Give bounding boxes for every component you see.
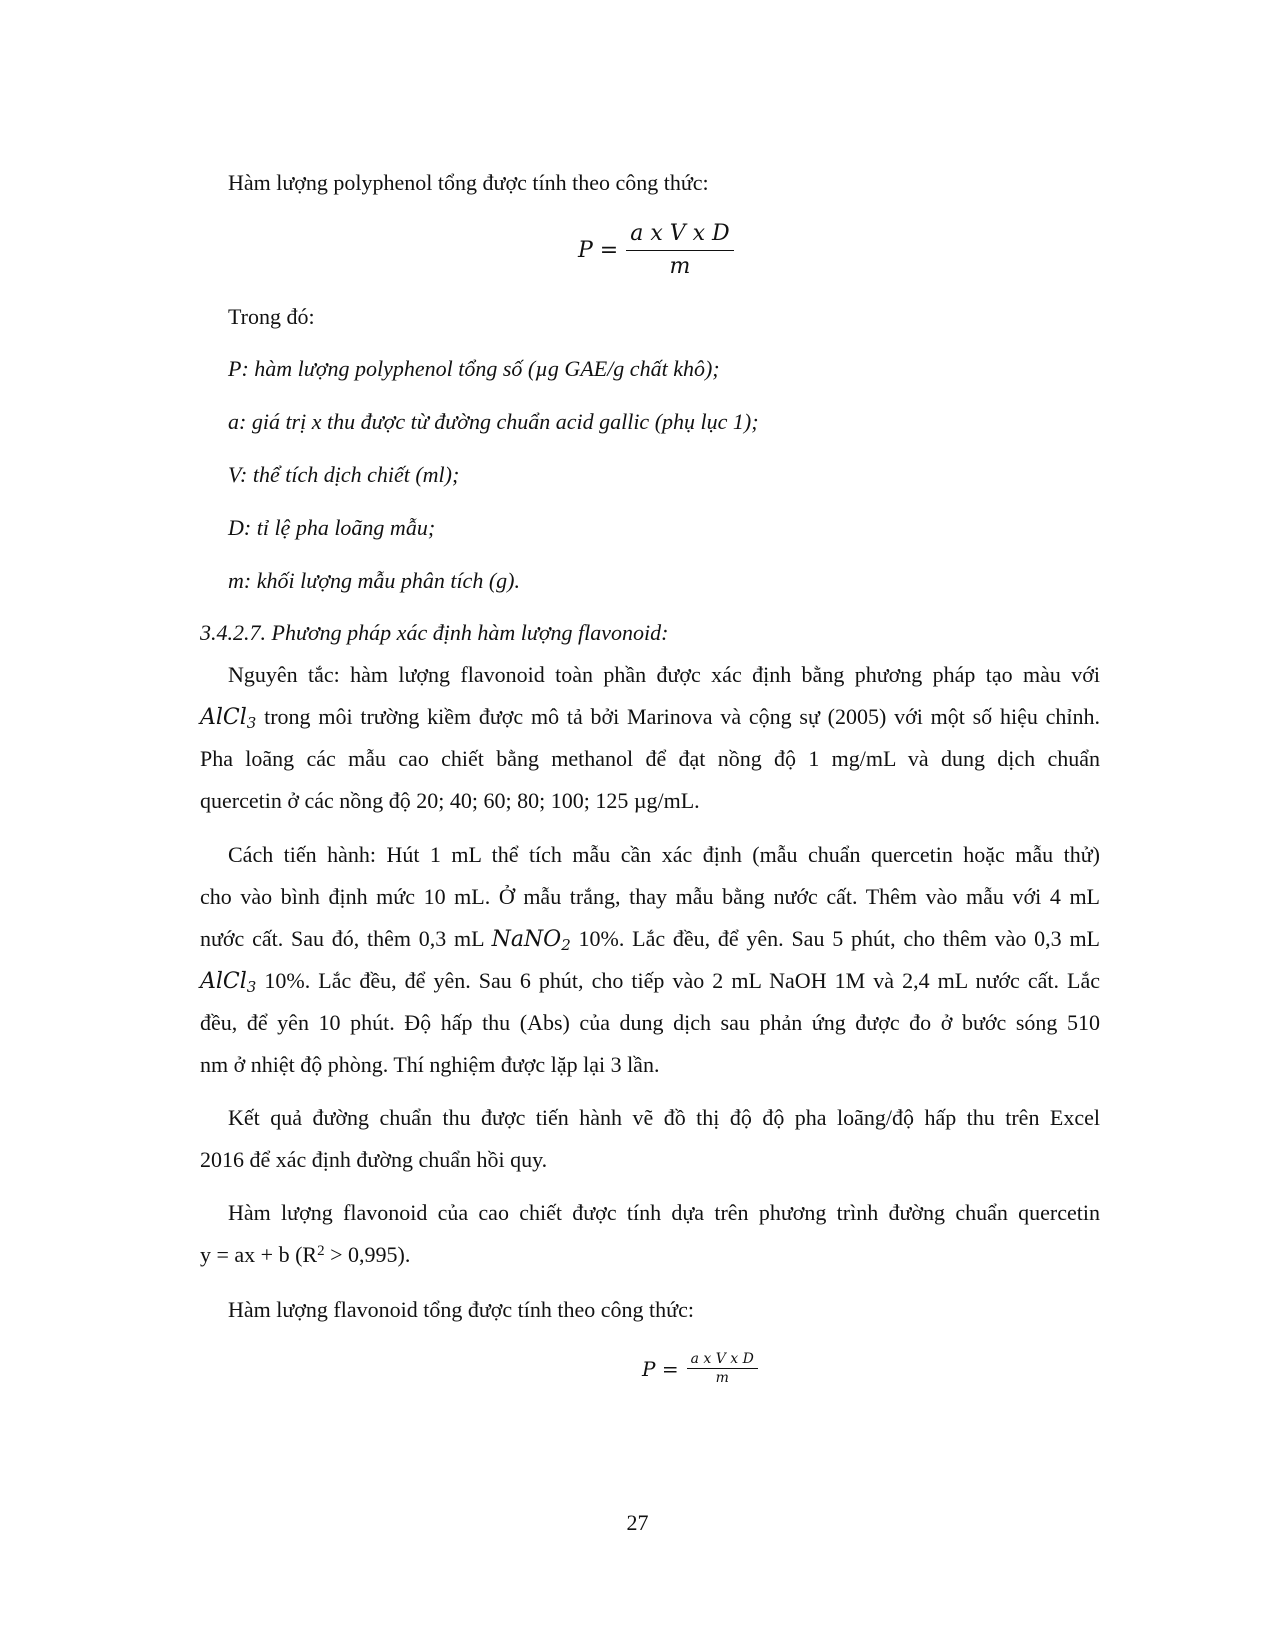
procedure-line-2: cho vào bình định mức 10 mL. Ở mẫu trắng, thay mẫu bằng nước cất. Thêm vào mẫu với 4 mL [200, 884, 1100, 909]
principle-line-1: Nguyên tắc: hàm lượng flavonoid toàn phần được xác định bằng phương pháp tạo màu với [228, 662, 1100, 687]
page-number: 27 [626, 1510, 649, 1535]
definition-p: P: hàm lượng polyphenol tổng số (µg GAE/g chất khô); [228, 356, 720, 381]
procedure-line-5: đều, để yên 10 phút. Độ hấp thu (Abs) của dung dịch sau phản ứng được đo ở bước sóng 510 [200, 1010, 1100, 1035]
flavonoid-formula [642, 1350, 758, 1387]
formula-numerator: a x V x D [687, 1350, 758, 1369]
procedure-line-3: nước cất. Sau đó, thêm 0,3 mL NaNO$_2$ 10%. Lắc đều, để yên. Sau 5 phút, cho thêm vào 0,3 mL [200, 926, 1100, 954]
principle-line-4: quercetin ở các nồng độ 20; 40; 60; 80; 100; 125 µg/mL. [200, 788, 700, 813]
principle-line-3: Pha loãng các mẫu cao chiết bằng methanol để đạt nồng độ 1 mg/mL và dung dịch chuẩn [200, 746, 1100, 771]
polyphenol-formula [578, 218, 734, 283]
where-label: Trong đó: [228, 304, 315, 329]
formula-lhs: P = [642, 1356, 679, 1381]
definition-d: D: tỉ lệ pha loãng mẫu; [228, 515, 436, 540]
procedure-line-1: Cách tiến hành: Hút 1 mL thể tích mẫu cần xác định (mẫu chuẩn quercetin hoặc mẫu thử) [228, 842, 1100, 867]
definition-v: V: thể tích dịch chiết (ml); [228, 462, 460, 487]
formula-denominator: m [669, 254, 691, 279]
result-line-1: Kết quả đường chuẩn thu được tiến hành vẽ đồ thị độ độ pha loãng/độ hấp thu trên Excel [228, 1105, 1100, 1130]
formula-denominator: m [715, 1370, 729, 1386]
formula-lhs: P = [578, 238, 619, 263]
result-line-2: 2016 để xác định đường chuẩn hồi quy. [200, 1147, 548, 1172]
definition-a: a: giá trị x thu được từ đường chuẩn acid gallic (phụ lục 1); [228, 409, 759, 434]
flavonoid-content-line-1: Hàm lượng flavonoid của cao chiết được tính dựa trên phương trình đường chuẩn quercetin [228, 1200, 1100, 1225]
procedure-line-6: nm ở nhiệt độ phòng. Thí nghiệm được lặp lại 3 lần. [200, 1052, 660, 1077]
procedure-line-4: AlCl$_3$ 10%. Lắc đều, để yên. Sau 6 phút, cho tiếp vào 2 mL NaOH 1M và 2,4 mL nước cất. Lắc [200, 968, 1100, 996]
section-heading: 3.4.2.7. Phương pháp xác định hàm lượng flavonoid: [200, 620, 669, 645]
formula-numerator: a x V x D [626, 218, 733, 251]
definition-m: m: khối lượng mẫu phân tích (g). [228, 568, 520, 593]
principle-line-2: AlCl$_3$ trong môi trường kiềm được mô tả bởi Marinova và cộng sự (2005) với một số hiệu chỉnh. [200, 704, 1100, 732]
polyphenol-formula-intro: Hàm lượng polyphenol tổng được tính theo công thức: [228, 170, 709, 195]
flavonoid-content-line-2: y = ax + b $(R^2 > 0,995)$. [200, 1242, 411, 1267]
flavonoid-formula-intro: Hàm lượng flavonoid tổng được tính theo công thức: [228, 1297, 694, 1322]
